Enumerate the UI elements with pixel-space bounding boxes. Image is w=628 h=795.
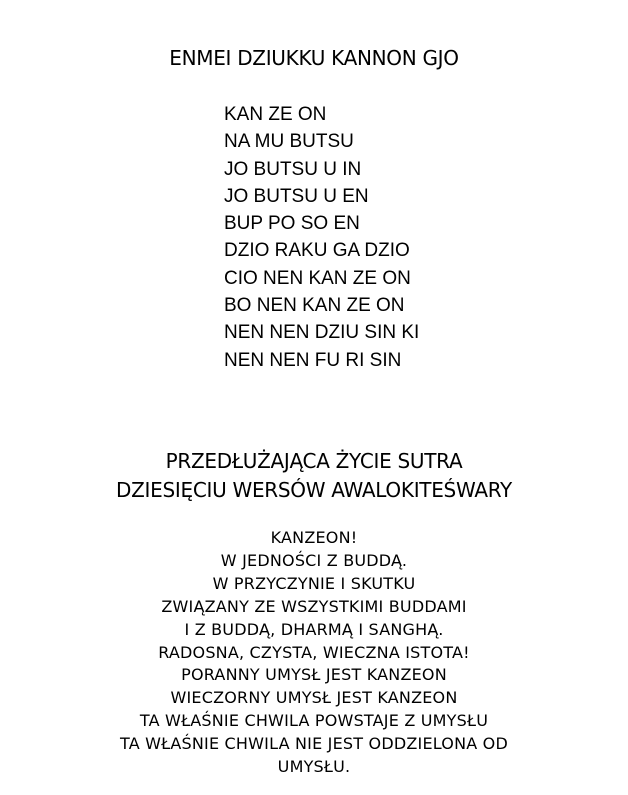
chant-line: DZIO RAKU GA DZIO (224, 240, 410, 262)
translation-line: WIECZORNY UMYSŁ JEST KANZEON (170, 688, 458, 708)
translation-line: PORANNY UMYSŁ JEST KANZEON (181, 665, 447, 685)
title-polish-line: DZIESIĘCIU WERSÓW AWALOKITEŚWARY (116, 478, 512, 502)
translation-line: TA WŁAŚNIE CHWILA POWSTAJE Z UMYSŁU (139, 711, 489, 731)
translation-line: KANZEON! (270, 528, 358, 547)
chant-line: CIO NEN KAN ZE ON (224, 267, 411, 289)
sutra-title-romanized: ENMEI DZIUKKU KANNON GJO (169, 46, 459, 70)
title-polish-line: PRZEDŁUŻAJĄCA ŻYCIE SUTRA (165, 449, 463, 473)
sutra-title-polish (0, 447, 628, 505)
translation-line: ZWIĄZANY ZE WSZYSTKIMI BUDDAMI (161, 596, 467, 616)
chant-line: NA MU BUTSU (224, 131, 354, 153)
chant-line: BUP PO SO EN (224, 213, 360, 235)
translation-line: I Z BUDDĄ, DHARMĄ I SANGHĄ. (184, 619, 444, 639)
translation-line: W JEDNOŚCI Z BUDDĄ. (220, 550, 408, 570)
translation-line: W PRZYCZYNIE I SKUTKU (212, 573, 416, 593)
chant-line: JO BUTSU U IN (224, 158, 362, 180)
chant-text-block (224, 101, 419, 374)
chant-line: JO BUTSU U EN (224, 185, 369, 207)
translation-text-block (0, 527, 628, 779)
translation-line: RADOSNA, CZYSTA, WIECZNA ISTOTA! (158, 642, 470, 662)
translation-line: TA WŁAŚNIE CHWILA NIE JEST ODDZIELONA OD (119, 734, 508, 754)
translation-line: UMYSŁU. (277, 757, 351, 777)
chant-line: BO NEN KAN ZE ON (224, 295, 405, 317)
chant-line: KAN ZE ON (224, 104, 327, 125)
chant-line: NEN NEN DZIU SIN KI (224, 322, 420, 344)
chant-line: NEN NEN FU RI SIN (224, 349, 402, 371)
